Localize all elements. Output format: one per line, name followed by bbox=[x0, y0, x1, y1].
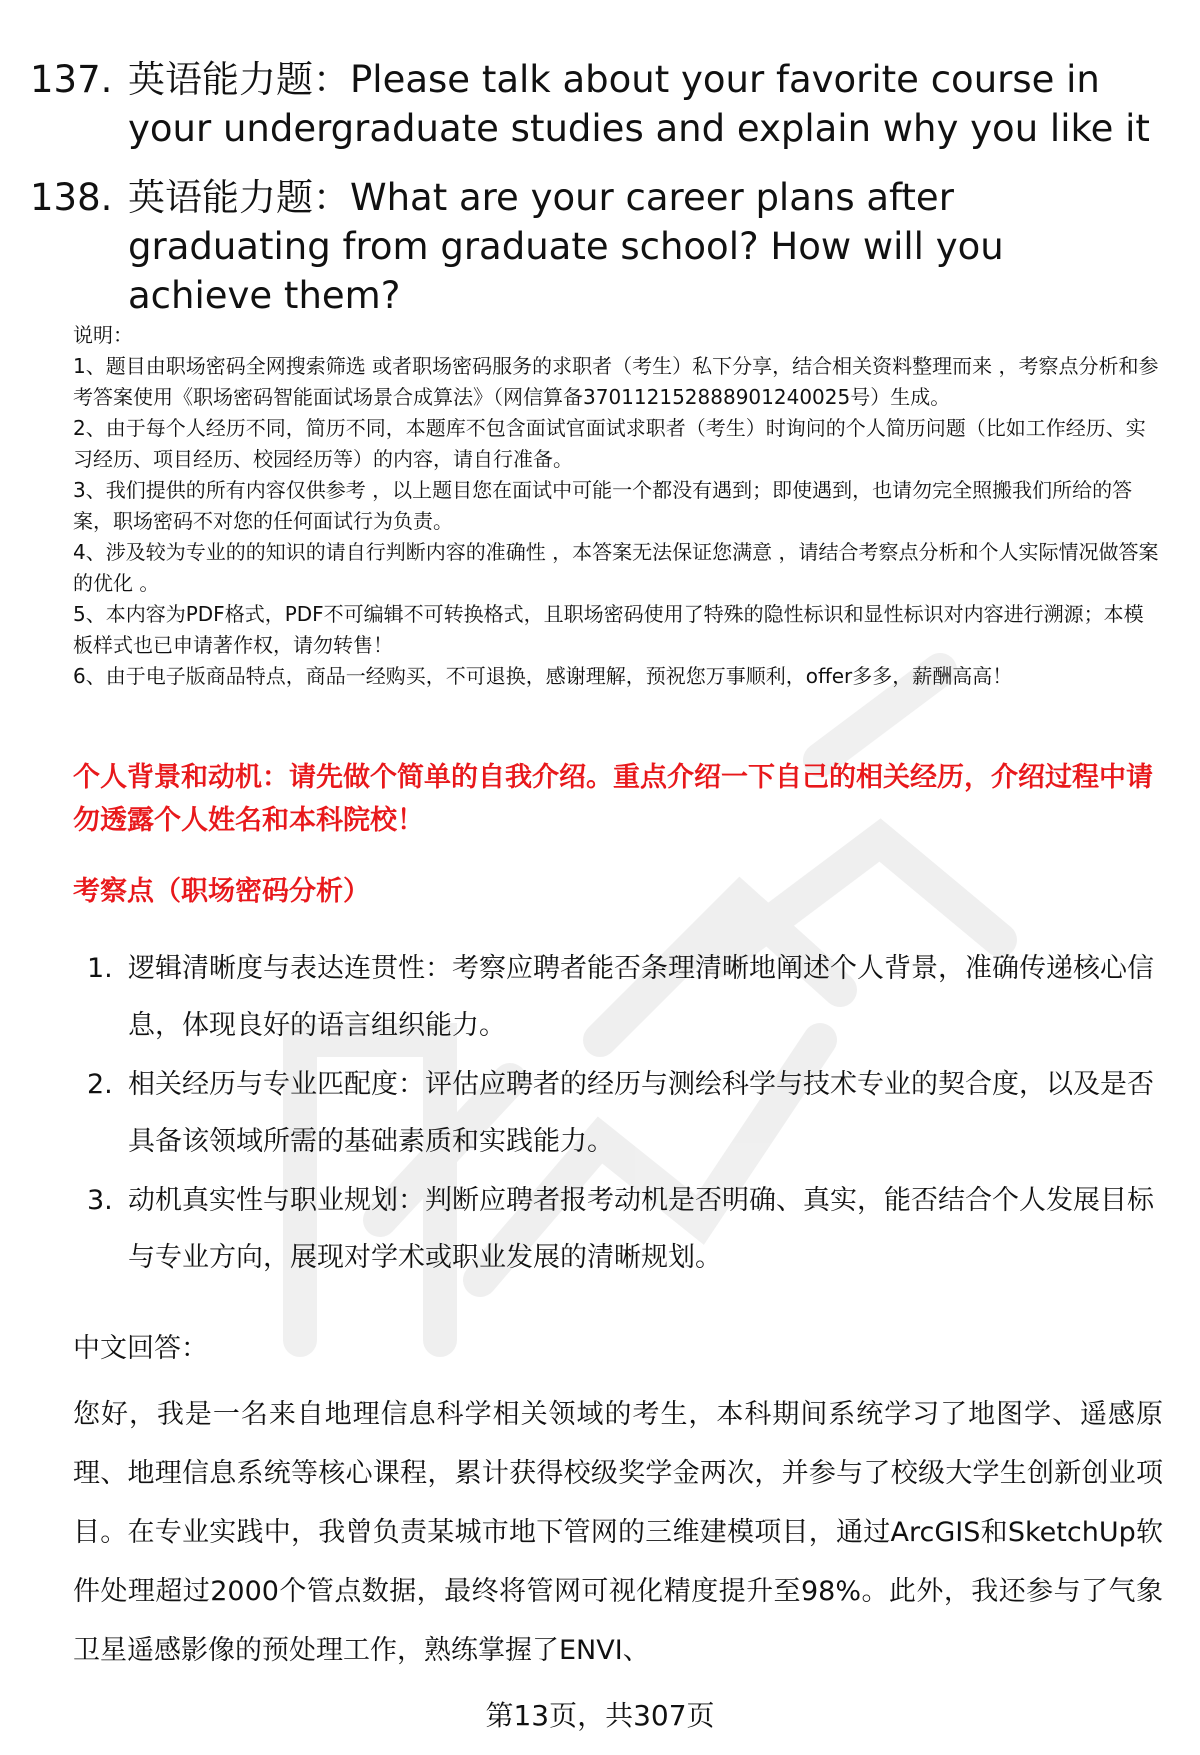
note-item: 1、题目由职场密码全网搜索筛选 或者职场密码服务的求职者（考生）私下分享，结合相关资料整理而来 ，考察点分析和参考答案使用《职场密码智能面试场景合成算法》（网信算备370112152888901240025号）生成。 bbox=[73, 354, 1159, 409]
notes-heading: 说明： bbox=[73, 323, 133, 347]
background-question: 个人背景和动机：请先做个简单的自我介绍。重点介绍一下自己的相关经历，介绍过程中请勿透露个人姓名和本科院校！ bbox=[73, 762, 1153, 836]
answer-label: 中文回答： bbox=[73, 1333, 208, 1364]
key-point-number: 3. bbox=[87, 1185, 113, 1216]
question-number: 137. bbox=[30, 58, 113, 101]
key-point-number: 1. bbox=[87, 953, 113, 984]
key-point-text: 动机真实性与职业规划：判断应聘者报考动机是否明确、真实，能否结合个人发展目标与专业方向，展现对学术或职业发展的清晰规划。 bbox=[128, 1185, 1154, 1273]
note-item: 3、我们提供的所有内容仅供参考 ，以上题目您在面试中可能一个都没有遇到；即使遇到，也请勿完全照搬我们所给的答案，职场密码不对您的任何面试行为负责。 bbox=[73, 478, 1133, 533]
question-number: 138. bbox=[30, 176, 113, 219]
key-point-item bbox=[73, 1172, 1163, 1286]
question-138 bbox=[30, 173, 1150, 320]
key-point-item bbox=[73, 940, 1163, 1054]
question-text: 英语能力题：What are your career plans after graduating from graduate school? How will you achieve them? bbox=[128, 176, 1004, 317]
note-item: 6、由于电子版商品特点，商品一经购买，不可退换，感谢理解，预祝您万事顺利，offer多多，薪酬高高！ bbox=[73, 664, 1013, 688]
question-text: 英语能力题：Please talk about your favorite course in your undergraduate studies and explain why you like it bbox=[128, 58, 1150, 150]
key-point-text: 逻辑清晰度与表达连贯性：考察应聘者能否条理清晰地阐述个人背景，准确传递核心信息，体现良好的语言组织能力。 bbox=[128, 953, 1154, 1041]
key-points-list bbox=[73, 940, 1163, 1288]
disclaimer-notes bbox=[73, 320, 1163, 692]
answer-body: 您好，我是一名来自地理信息科学相关领域的考生，本科期间系统学习了地图学、遥感原理、地理信息系统等核心课程，累计获得校级奖学金两次，并参与了校级大学生创新创业项目。在专业实践中，我曾负责某城市地下管网的三维建模项目，通过ArcGIS和SketchUp软件处理超过2000个管点数据，最终将管网可视化精度提升至98%。此外，我还参与了气象卫星遥感影像的预处理工作，熟练掌握了ENVI、 bbox=[73, 1399, 1163, 1666]
key-point-text: 相关经历与专业匹配度：评估应聘者的经历与测绘科学与技术专业的契合度，以及是否具备该领域所需的基础素质和实践能力。 bbox=[128, 1069, 1154, 1157]
key-point-number: 2. bbox=[87, 1069, 113, 1100]
note-item: 4、涉及较为专业的的知识的请自行判断内容的准确性 ，本答案无法保证您满意 ，请结合考察点分析和个人实际情况做答案的优化 。 bbox=[73, 540, 1159, 595]
page-footer: 第13页，共307页 bbox=[485, 1699, 715, 1732]
key-point-item bbox=[73, 1056, 1163, 1170]
note-item: 5、本内容为PDF格式，PDF不可编辑不可转换格式，且职场密码使用了特殊的隐性标识和显性标识对内容进行溯源；本模板样式也已申请著作权，请勿转售！ bbox=[73, 602, 1144, 657]
question-137 bbox=[30, 55, 1150, 153]
key-points-title: 考察点（职场密码分析） bbox=[73, 876, 370, 907]
note-item: 2、由于每个人经历不同，简历不同，本题库不包含面试官面试求职者（考生）时询问的个人简历问题（比如工作经历、实习经历、项目经历、校园经历等）的内容，请自行准备。 bbox=[73, 416, 1146, 471]
